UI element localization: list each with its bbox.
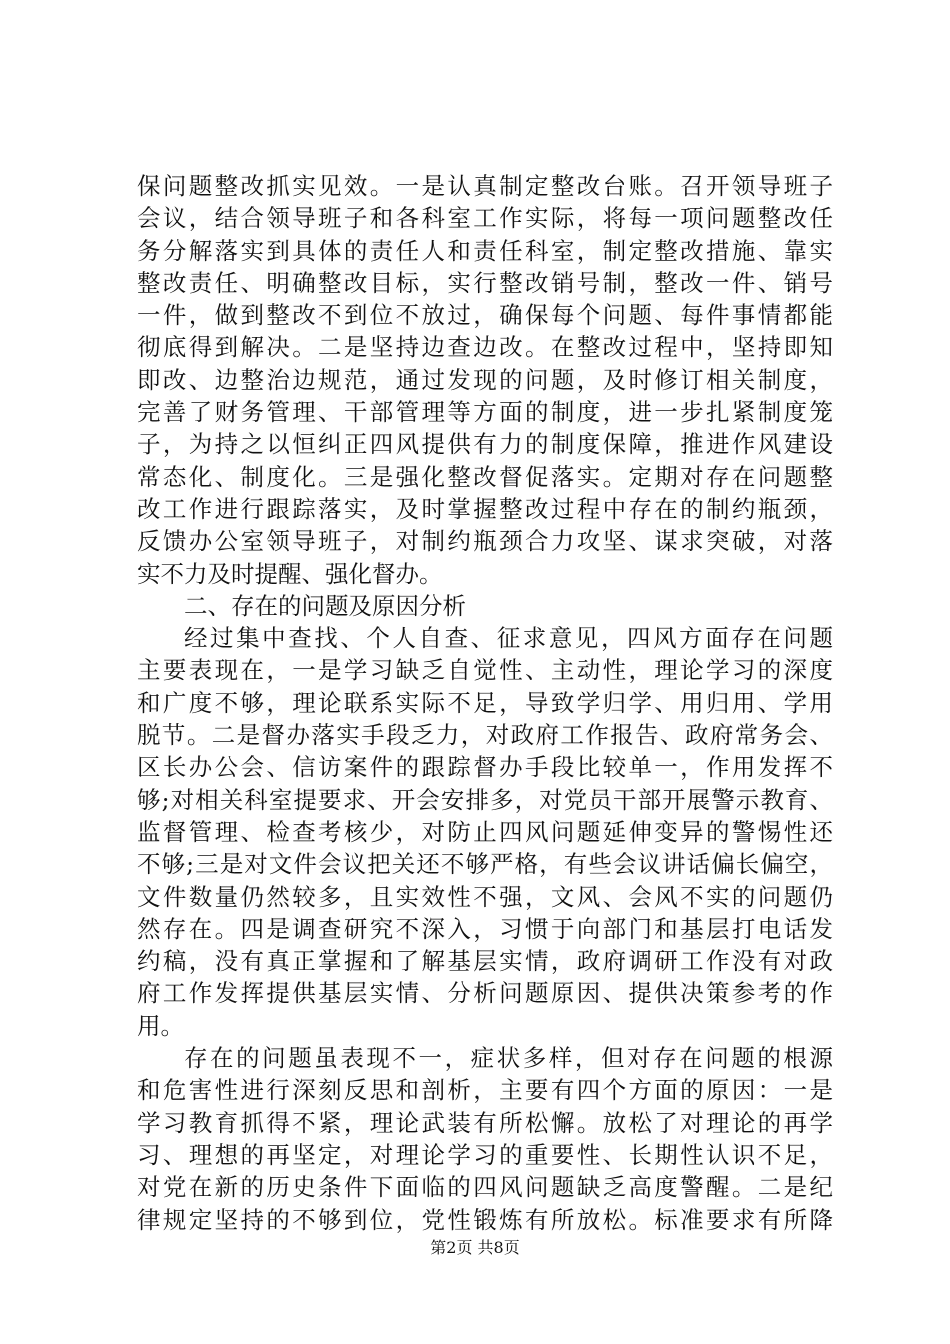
paragraph-causes: [137, 1042, 833, 1236]
document-body: [137, 170, 833, 1236]
text-line: 区长办公会、信访案件的跟踪督办手段比较单一，作用发挥不: [137, 753, 833, 782]
text-line: 即改、边整治边规范，通过发现的问题，及时修订相关制度，: [137, 365, 833, 394]
paragraph-rectification: [137, 170, 833, 590]
text-line: 实不力及时提醒、强化督办。: [137, 559, 443, 588]
text-line: 然存在。四是调查研究不深入，习惯于向部门和基层打电话发: [137, 914, 833, 943]
text-line: 习、理想的再坚定，对理论学习的重要性、长期性认识不足，: [137, 1140, 833, 1169]
text-line: 用。: [137, 1011, 184, 1040]
text-line: 够;对相关科室提要求、开会安排多，对党员干部开展警示教育、: [137, 785, 833, 814]
text-line: 改工作进行跟踪落实，及时掌握整改过程中存在的制约瓶颈，: [137, 494, 833, 523]
text-line: 整改责任、明确整改目标，实行整改销号制，整改一件、销号: [137, 268, 833, 297]
text-line: 学习教育抓得不紧，理论武装有所松懈。放松了对理论的再学: [137, 1108, 833, 1137]
text-line: 对党在新的历史条件下面临的四风问题缺乏高度警醒。二是纪: [137, 1173, 833, 1202]
text-line: 和危害性进行深刻反思和剖析，主要有四个方面的原因：一是: [137, 1076, 833, 1105]
heading-line: 二、存在的问题及原因分析: [184, 591, 466, 620]
text-line: 务分解落实到具体的责任人和责任科室，制定整改措施、靠实: [137, 236, 833, 265]
text-line: 保问题整改抓实见效。一是认真制定整改台账。召开领导班子: [137, 172, 833, 200]
text-line: 常态化、制度化。三是强化整改督促落实。定期对存在问题整: [137, 462, 833, 491]
page-number-footer: 第2页 共8页: [430, 1238, 520, 1257]
text-line: 存在的问题虽表现不一，症状多样，但对存在问题的根源: [184, 1044, 833, 1073]
text-line: 彻底得到解决。二是坚持边查边改。在整改过程中，坚持即知: [137, 333, 833, 362]
text-line: 反馈办公室领导班子，对制约瓶颈合力攻坚、谋求突破，对落: [137, 527, 833, 556]
text-line: 府工作发挥提供基层实情、分析问题原因、提供决策参考的作: [137, 979, 833, 1008]
paragraph-problems: [137, 622, 833, 1042]
text-line: 主要表现在，一是学习缺乏自觉性、主动性，理论学习的深度: [137, 656, 833, 685]
text-line: 脱节。二是督办落实手段乏力，对政府工作报告、政府常务会、: [137, 721, 833, 750]
text-line: 律规定坚持的不够到位，党性锻炼有所放松。标准要求有所降: [137, 1205, 833, 1234]
section-heading: [137, 590, 833, 622]
text-line: 和广度不够，理论联系实际不足，导致学归学、用归用、学用: [137, 688, 833, 717]
text-line: 文件数量仍然较多，且实效性不强，文风、会风不实的问题仍: [137, 882, 833, 911]
text-line: 不够;三是对文件会议把关还不够严格，有些会议讲话偏长偏空，: [137, 850, 833, 879]
text-line: 监督管理、检查考核少，对防止四风问题延伸变异的警惕性还: [137, 817, 833, 846]
text-line: 会议，结合领导班子和各科室工作实际，将每一项问题整改任: [137, 204, 833, 233]
text-line: 一件，做到整改不到位不放过，确保每个问题、每件事情都能: [137, 301, 833, 330]
text-line: 完善了财务管理、干部管理等方面的制度，进一步扎紧制度笼: [137, 398, 833, 427]
text-line: 经过集中查找、个人自查、征求意见，四风方面存在问题: [184, 624, 833, 653]
text-line: 子，为持之以恒纠正四风提供有力的制度保障，推进作风建设: [137, 430, 833, 459]
text-line: 约稿，没有真正掌握和了解基层实情，政府调研工作没有对政: [137, 947, 833, 976]
